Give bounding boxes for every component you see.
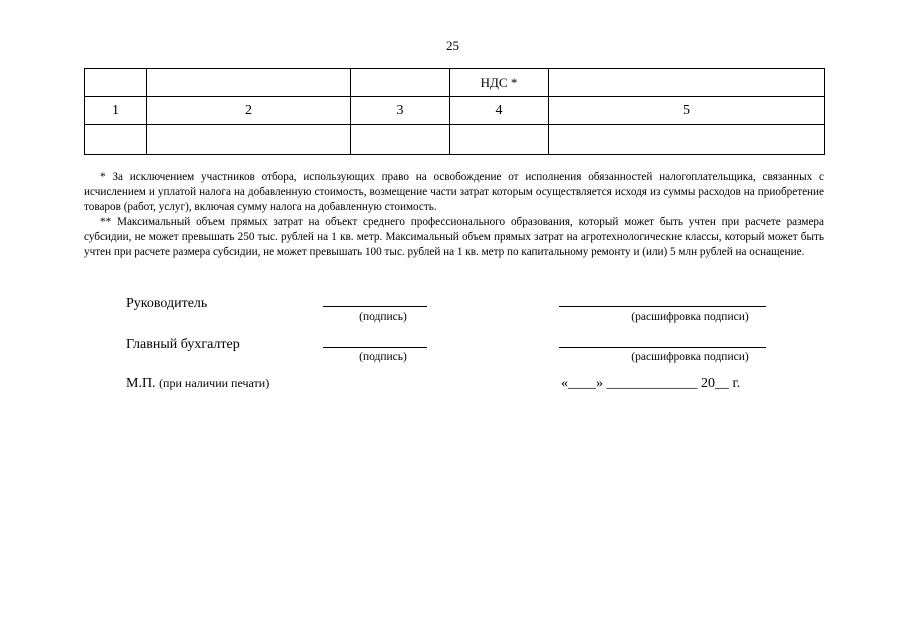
column-number: 3 bbox=[351, 97, 450, 125]
column-number: 4 bbox=[450, 97, 549, 125]
head-decode-caption: (расшифровка подписи) bbox=[631, 311, 749, 323]
head-signature-caption: (подпись) bbox=[359, 311, 407, 323]
table-header-cell bbox=[85, 69, 147, 97]
column-number: 2 bbox=[147, 97, 351, 125]
accountant-signature-caption: (подпись) bbox=[359, 351, 407, 363]
column-number: 1 bbox=[85, 97, 147, 125]
table-cell bbox=[147, 125, 351, 155]
column-number: 5 bbox=[549, 97, 825, 125]
table-cell bbox=[351, 125, 450, 155]
table-cell bbox=[450, 125, 549, 155]
table-cell bbox=[85, 125, 147, 155]
table-row bbox=[85, 125, 825, 155]
stamp-label: М.П. bbox=[126, 376, 156, 391]
table-header-row bbox=[85, 69, 825, 97]
accountant-label: Главный бухгалтер bbox=[126, 337, 240, 352]
accountant-signature-line bbox=[323, 347, 427, 348]
table-cell bbox=[549, 125, 825, 155]
footnote-max-costs: ** Максимальный объем прямых затрат на объект среднего профессионального образования, который может быть учтен при расчете размера субсидии, не может превышать 250 тыс. рублей на 1 кв. метр. Максимальный объем прямых затрат на агротехнологические классы, который может быть учтен при расчете размера субсидии, не может превышать 100 тыс. рублей на 1 кв. метр по капитальному ремонту и (или) 5 млн рублей на оснащение. bbox=[84, 216, 824, 258]
table-header-cell-vat: НДС * bbox=[450, 69, 549, 97]
data-table bbox=[84, 68, 825, 155]
accountant-decode-line bbox=[559, 347, 766, 348]
head-label: Руководитель bbox=[126, 296, 208, 311]
stamp-place bbox=[126, 376, 269, 392]
stamp-note: (при наличии печати) bbox=[159, 376, 270, 390]
head-decode-line bbox=[559, 306, 766, 307]
accountant-decode-caption: (расшифровка подписи) bbox=[631, 351, 749, 363]
head-signature-line bbox=[323, 306, 427, 307]
table-header-cell bbox=[147, 69, 351, 97]
table-header-cell bbox=[351, 69, 450, 97]
page-number: 25 bbox=[446, 38, 459, 53]
footnotes bbox=[84, 170, 824, 260]
table-number-row bbox=[85, 97, 825, 125]
table-header-cell bbox=[549, 69, 825, 97]
footnote-vat: * За исключением участников отбора, использующих право на освобождение от исполнения обязанностей налогоплательщика, связанных с исчислением и уплатой налога на добавленную стоимость, возмещение части затрат которым осуществляется исходя из суммы расходов на приобретение товаров (работ, услуг), включая сумму налога на добавленную стоимость. bbox=[84, 171, 824, 213]
date-field: «____» _____________ 20__ г. bbox=[561, 376, 741, 391]
